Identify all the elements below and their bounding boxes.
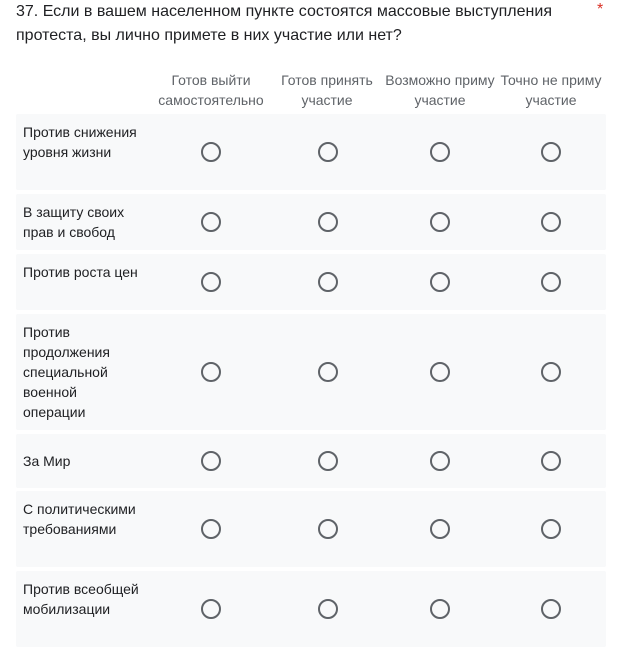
row-label: Против роста цен: [23, 264, 138, 280]
radio-button[interactable]: [430, 272, 450, 292]
row-label: Против снижения уровня жизни: [23, 124, 137, 160]
required-asterisk: *: [597, 1, 604, 18]
row-label: Против продолжения специальной военной операции: [23, 324, 110, 420]
radio-button[interactable]: [318, 599, 338, 619]
radio-button[interactable]: [541, 599, 561, 619]
row-label: С политическими требованиями: [23, 501, 136, 537]
radio-button[interactable]: [430, 142, 450, 162]
column-header-maybe-participate: Возможно приму участие: [385, 72, 495, 108]
grid-row-rights-freedoms: [16, 194, 606, 250]
radio-button[interactable]: [318, 451, 338, 471]
grid-row-living-standards: [16, 114, 606, 190]
radio-button[interactable]: [201, 142, 221, 162]
radio-button[interactable]: [541, 451, 561, 471]
column-header-definitely-not-participate: Точно не приму участие: [500, 72, 602, 108]
radio-button[interactable]: [318, 212, 338, 232]
radio-button[interactable]: [201, 451, 221, 471]
grid-row-political-demands: [16, 491, 606, 567]
radio-button[interactable]: [201, 362, 221, 382]
radio-button[interactable]: [318, 142, 338, 162]
grid-row-rising-prices: [16, 254, 606, 310]
radio-button[interactable]: [201, 272, 221, 292]
radio-button[interactable]: [541, 519, 561, 539]
grid-row-for-peace: [16, 434, 606, 488]
row-label: За Мир: [23, 453, 71, 469]
radio-button[interactable]: [541, 272, 561, 292]
radio-button[interactable]: [430, 519, 450, 539]
row-label: Против всеобщей мобилизации: [23, 581, 139, 617]
radio-button[interactable]: [201, 519, 221, 539]
radio-button[interactable]: [430, 212, 450, 232]
radio-button[interactable]: [318, 362, 338, 382]
radio-button[interactable]: [541, 362, 561, 382]
radio-button[interactable]: [201, 599, 221, 619]
radio-button[interactable]: [541, 212, 561, 232]
grid-row-special-operation: [16, 314, 606, 430]
column-header-ready-to-participate: Готов принять участие: [281, 72, 373, 108]
radio-button[interactable]: [318, 272, 338, 292]
column-header-go-out-independently: Готов выйти самостоятельно: [158, 72, 264, 108]
radio-button[interactable]: [430, 599, 450, 619]
grid-row-general-mobilization: [16, 571, 606, 647]
question-title: 37. Если в вашем населенном пункте состоятся массовые выступления протеста, вы лично примете в них участие или нет?: [16, 3, 552, 44]
radio-button[interactable]: [541, 142, 561, 162]
radio-button[interactable]: [430, 451, 450, 471]
radio-button[interactable]: [430, 362, 450, 382]
radio-button[interactable]: [318, 519, 338, 539]
row-label: В защиту своих прав и свобод: [23, 204, 125, 240]
radio-button[interactable]: [201, 212, 221, 232]
